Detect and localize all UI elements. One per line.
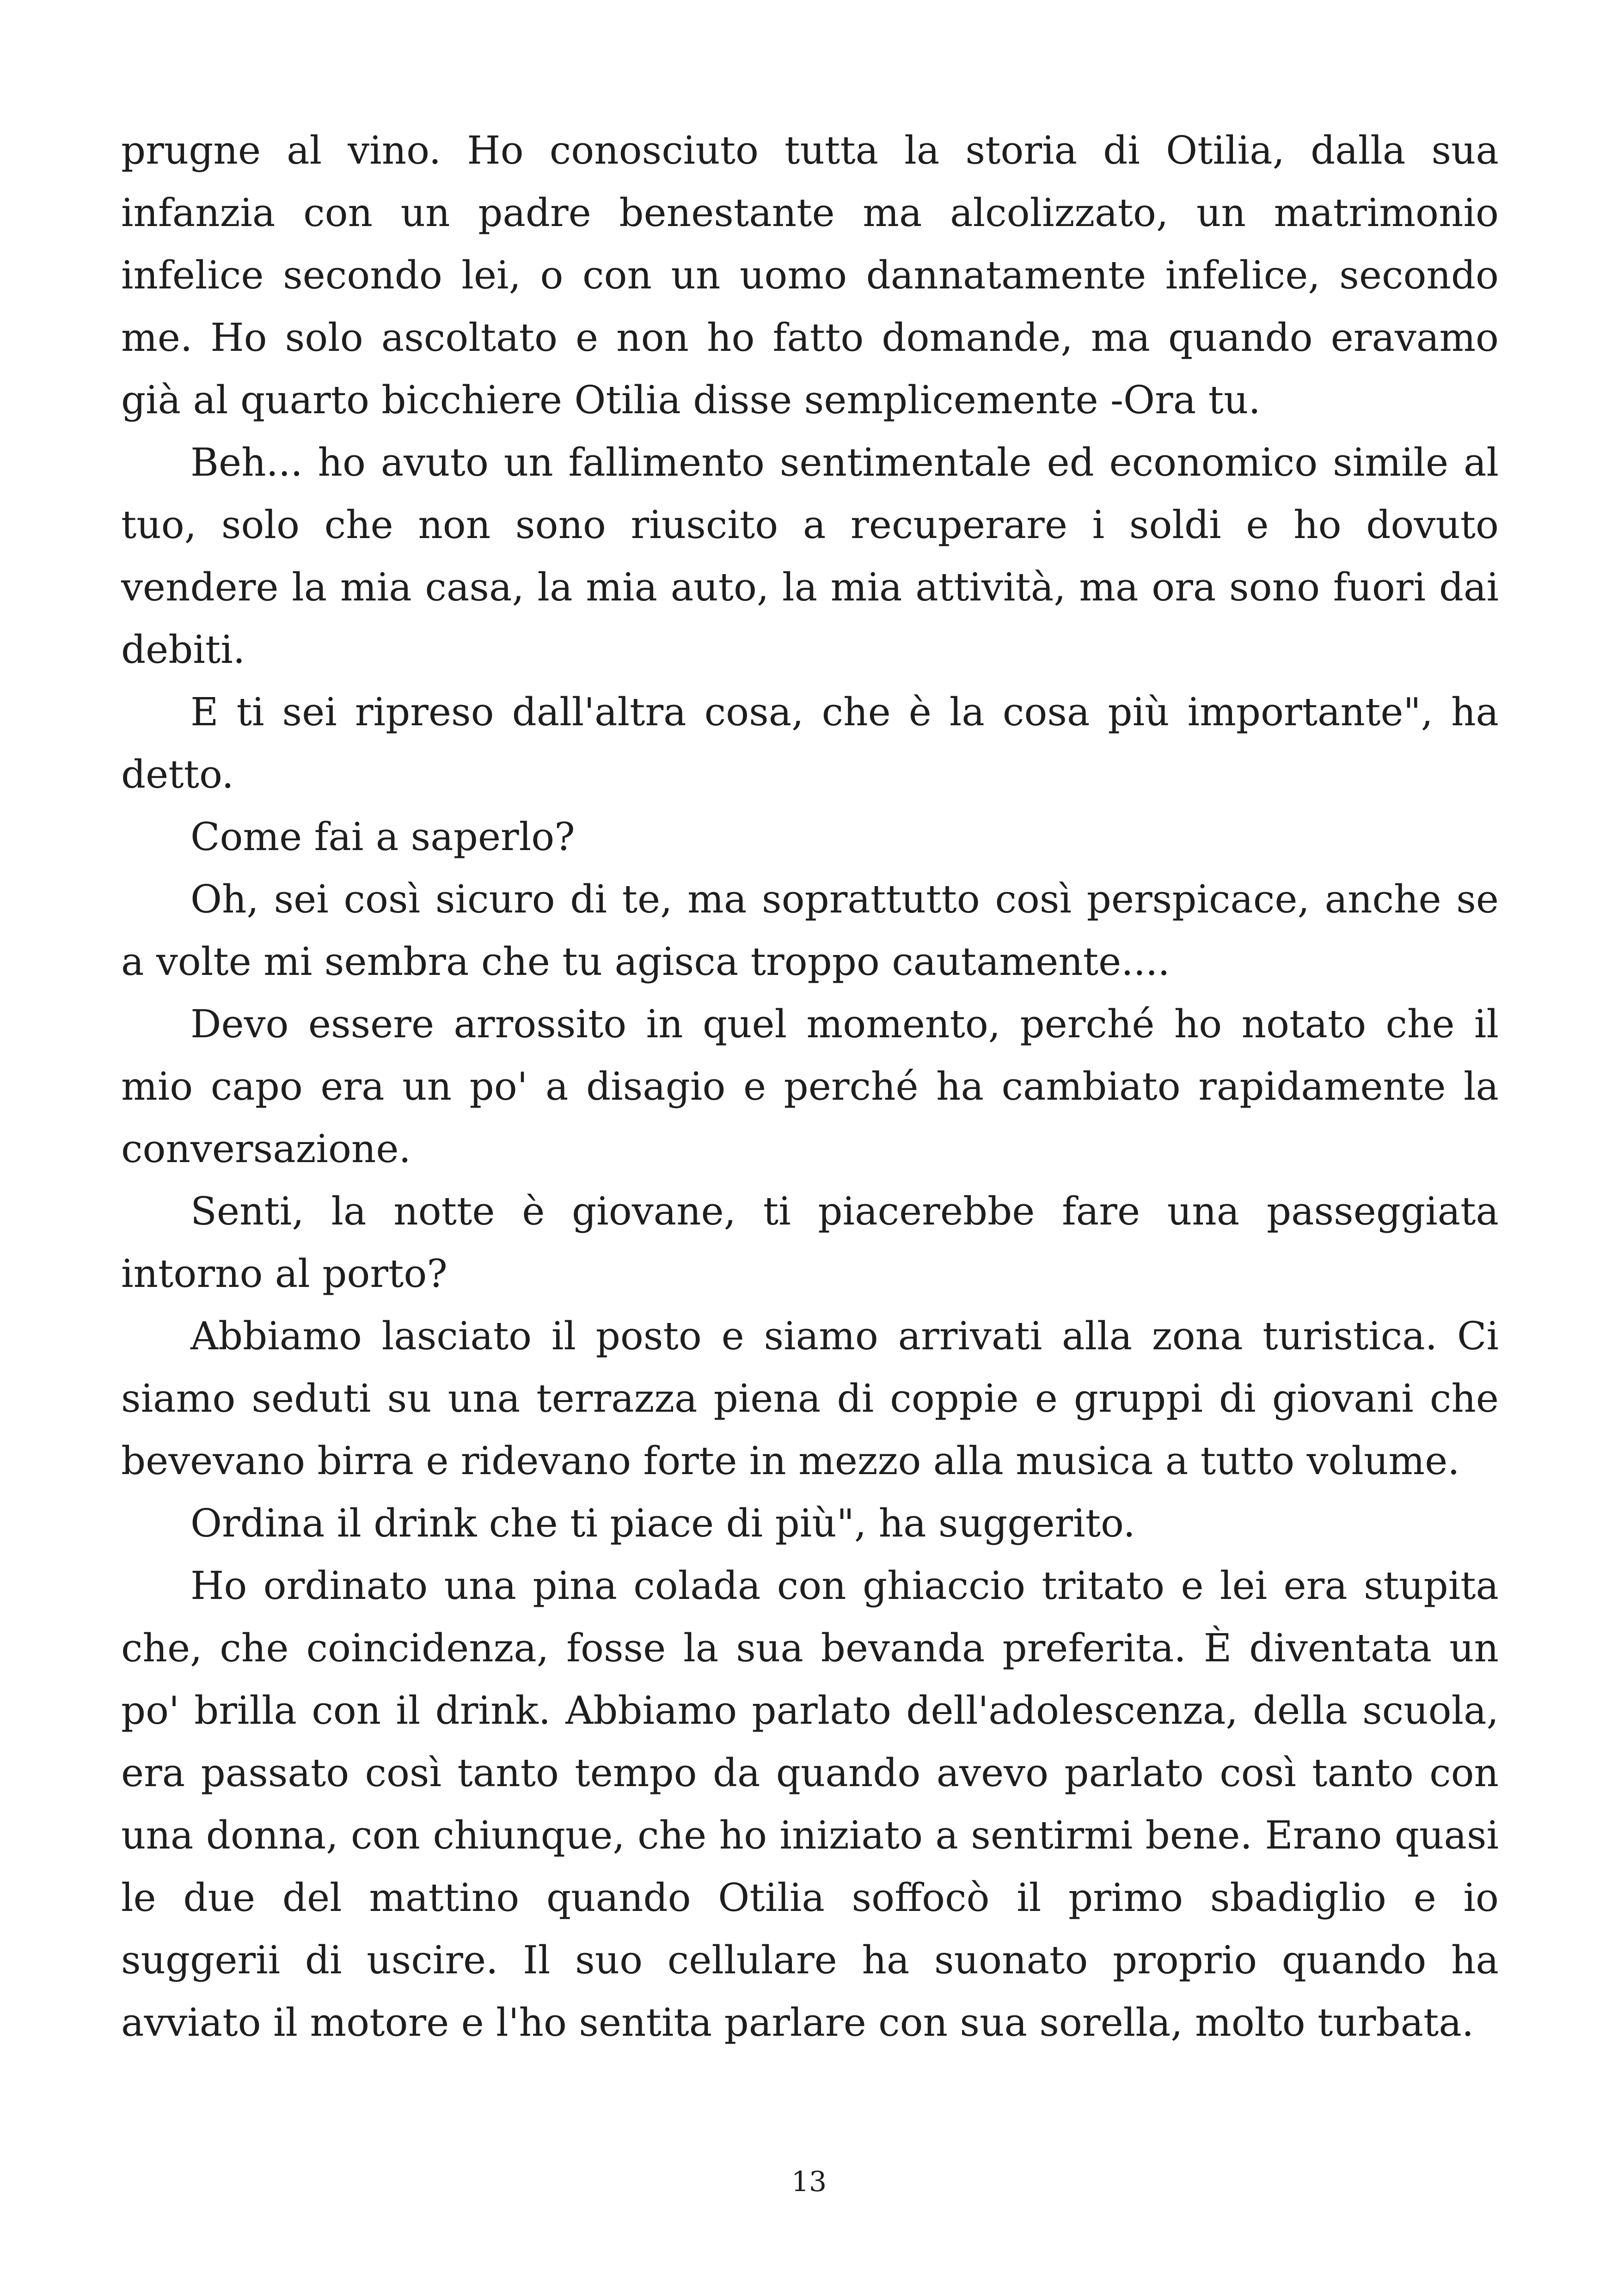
- paragraph: Ho ordinato una pina colada con ghiaccio tritato e lei era stupita che, che coincidenza, fosse la sua bevanda preferita. È diventata un po' brilla con il drink. Abbiamo parlato dell'adolescenza, della scuola, era passato così tanto tempo da quando avevo parlato così tanto con una donna, con chiunque, che ho iniziato a sentirmi bene. Erano quasi le due del mattino quando Otilia soffocò il primo sbadiglio e io suggerii di uscire. Il suo cellulare ha suonato proprio quando ha avviato il motore e l'ho sentita parlare con sua sorella, molto turbata.: [121, 1563, 1499, 2045]
- page-number: 13: [791, 2166, 827, 2198]
- paragraph: Abbiamo lasciato il posto e siamo arrivati alla zona turistica. Ci siamo seduti su una terrazza piena di coppie e gruppi di giovani che bevevano birra e ridevano forte in mezzo alla musica a tutto volume.: [121, 1314, 1499, 1483]
- paragraph: Ordina il drink che ti piace di più", ha suggerito.: [190, 1501, 1135, 1546]
- paragraph: E ti sei ripreso dall'altra cosa, che è la cosa più importante", ha detto.: [121, 690, 1499, 797]
- paragraph: Devo essere arrossito in quel momento, perché ho notato che il mio capo era un po' a disagio e perché ha cambiato rapidamente la conversazione.: [121, 1002, 1499, 1171]
- body-text: [121, 119, 1499, 2054]
- paragraph: Come fai a saperlo?: [190, 814, 575, 859]
- paragraph: Oh, sei così sicuro di te, ma soprattutto così perspicace, anche se a volte mi sembra che tu agisca troppo cautamente....: [121, 877, 1499, 984]
- paragraph: Beh... ho avuto un fallimento sentimentale ed economico simile al tuo, solo che non sono riuscito a recuperare i soldi e ho dovuto vendere la mia casa, la mia auto, la mia attività, ma ora sono fuori dai debiti.: [121, 440, 1499, 672]
- paragraph: Senti, la notte è giovane, ti piacerebbe fare una passeggiata intorno al porto?: [121, 1189, 1499, 1296]
- paragraph: prugne al vino. Ho conosciuto tutta la storia di Otilia, dalla sua infanzia con un padre benestante ma alcolizzato, un matrimonio infelice secondo lei, o con un uomo dannatamente infelice, secondo me. Ho solo ascoltato e non ho fatto domande, ma quando eravamo già al quarto bicchiere Otilia disse semplicemente -Ora tu.: [121, 128, 1499, 422]
